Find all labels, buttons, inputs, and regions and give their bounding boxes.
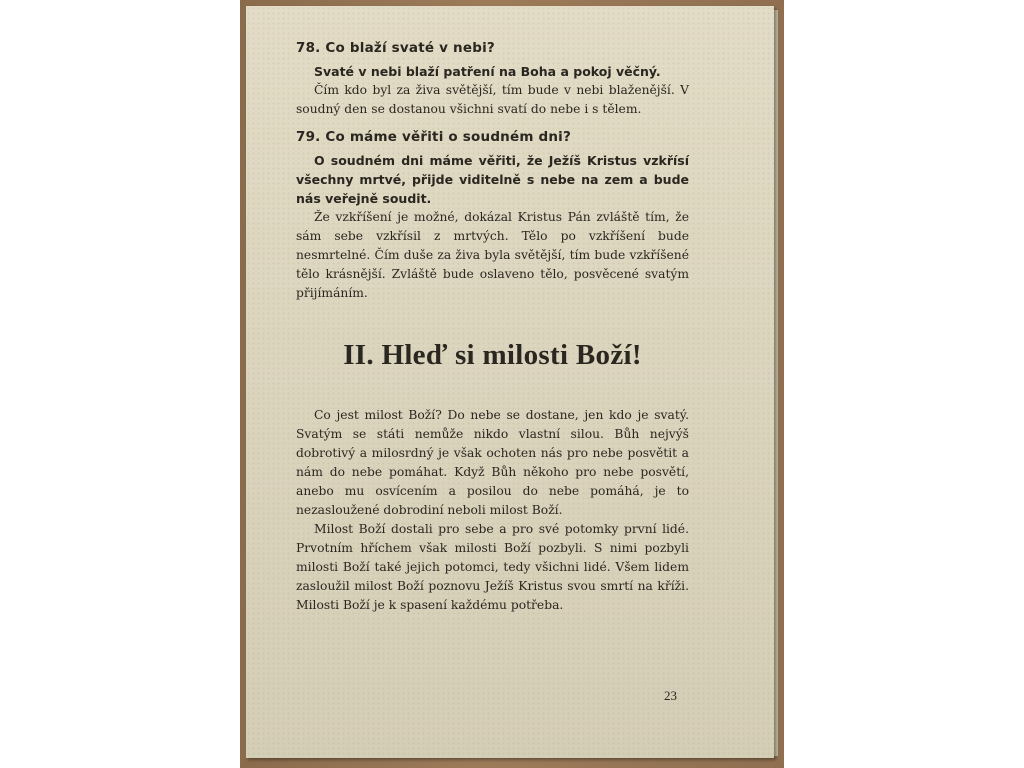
question-78 xyxy=(296,40,689,119)
question-79 xyxy=(296,129,689,303)
page-number: 23 xyxy=(664,688,677,703)
question-explanation: Že vzkříšení je možné, dokázal Kristus Pán zvláště tím, že sám sebe vzkřísil z mrtvých. Tělo po vzkříšení bude nesmrtelné. Čím duše za živa byla světější, tím bude vzkříšené tělo krásnější. Zvláště bude oslaveno tělo, posvěcené svatým přijímáním. xyxy=(296,210,689,300)
question-answer: O soudném dni máme věřiti, že Ježíš Kristus vzkřísí všechny mrtvé, přijde viditelně s nebe na zem a bude nás veřejně soudit. xyxy=(296,153,689,206)
question-heading: 79. Co máme věřiti o soudném dni? xyxy=(296,129,572,145)
section-paragraph: Milost Boží dostali pro sebe a pro své potomky první lidé. Prvotním hříchem však milosti Boží pozbyli. S nimi pozbyli milosti Boží také jejich potomci, tedy všichni lidé. Všem lidem zasloužil milost Boží poznovu Ježíš Kristus svou smrtí na kříži. Milosti Boží je k spasení každému potřeba. xyxy=(296,522,689,612)
section-paragraph: Co jest milost Boží? Do nebe se dostane, jen kdo je svatý. Svatým se státi nemůže nikdo vlastní silou. Bůh nejvýš dobrotivý a milosrdný je však ochoten nás pro nebe posvětit a nám do nebe pomáhat. Když Bůh někoho pro nebe posvětí, anebo mu osvícením a posilou do nebe pomáhá, je to nezasloužené dobrodiní neboli milost Boží. xyxy=(296,408,689,517)
question-heading: 78. Co blaží svaté v nebi? xyxy=(296,40,495,56)
question-answer: Svaté v nebi blaží patření na Boha a pokoj věčný. xyxy=(314,64,661,79)
page-content xyxy=(296,40,689,615)
question-explanation: Čím kdo byl za živa světější, tím bude v nebi blaženější. V soudný den se dostanou všichni svatí do nebe i s tělem. xyxy=(296,83,689,116)
section-two xyxy=(296,339,689,615)
section-title: II. Hleď si milosti Boží! xyxy=(343,339,642,371)
